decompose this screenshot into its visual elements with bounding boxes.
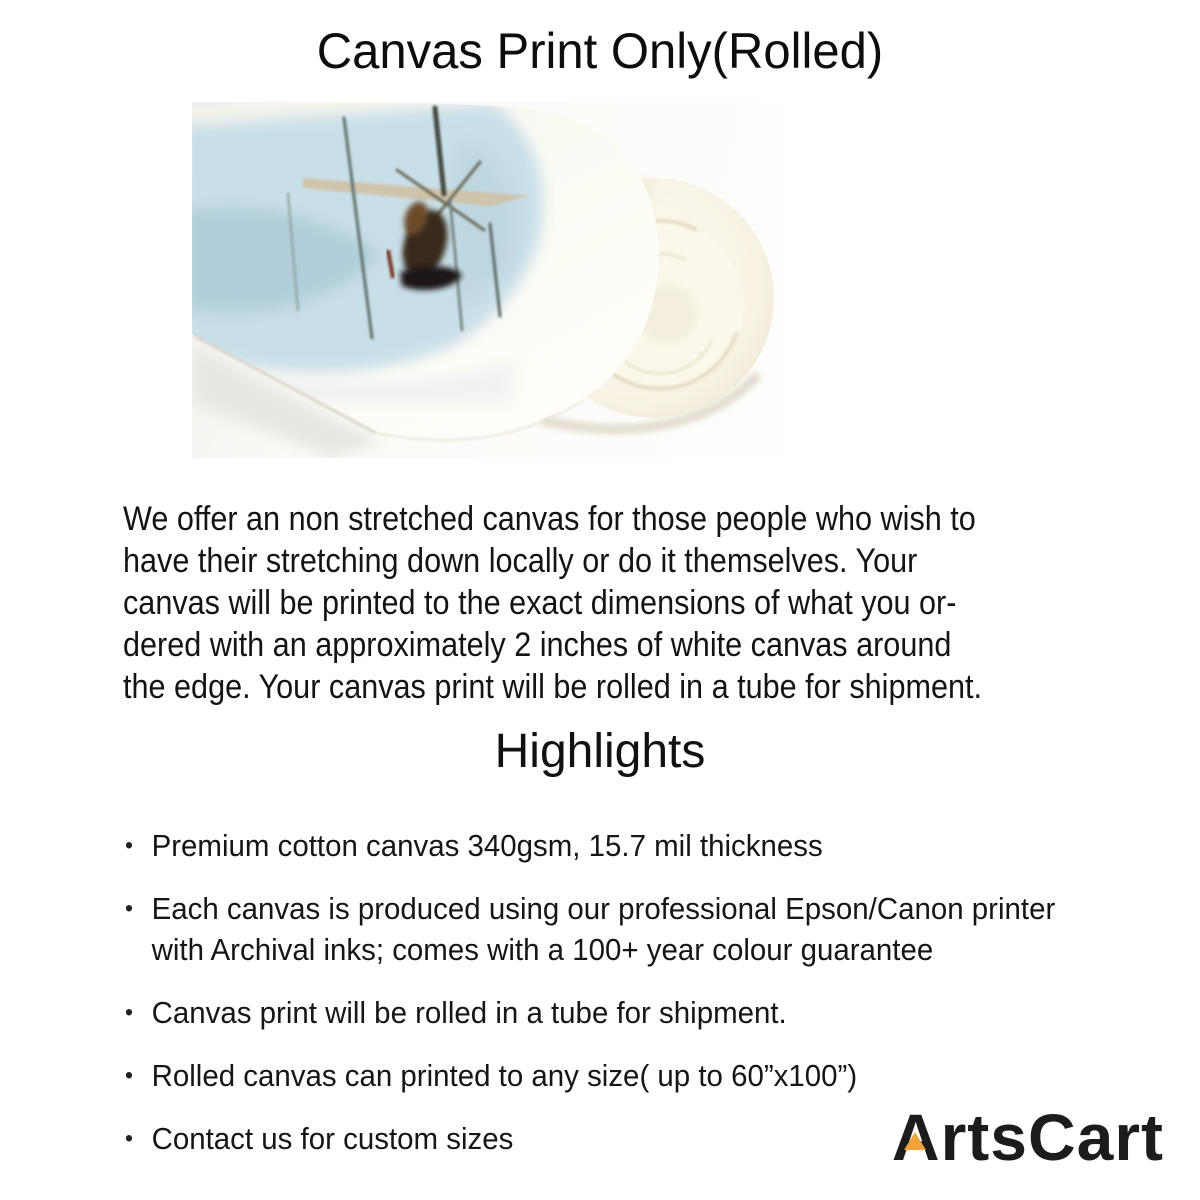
bullet-icon: •	[125, 1125, 133, 1152]
logo-text: ArtsCart	[891, 1100, 1164, 1175]
highlight-text: Premium cotton canvas 340gsm, 15.7 mil thickness	[151, 828, 823, 863]
bullet-icon: •	[125, 895, 133, 922]
highlight-text: Contact us for custom sizes	[151, 1121, 514, 1156]
highlight-text: Rolled canvas can printed to any size( up to 60”x100”)	[151, 1058, 858, 1093]
artscart-logo	[892, 1100, 1164, 1176]
bullet-icon: •	[125, 832, 133, 859]
intro-paragraph	[123, 498, 1092, 708]
highlight-item	[125, 825, 1087, 866]
bullet-icon: •	[125, 999, 133, 1026]
intro-line: We offer an non stretched canvas for those people who wish to	[123, 500, 976, 538]
highlight-item	[125, 888, 1087, 970]
highlight-text: Each canvas is produced using our professional Epson/Canon printer with Archival inks; comes with a 100+ year colour guarantee	[151, 891, 1056, 967]
page-title	[0, 0, 1200, 80]
highlight-item	[125, 1055, 1087, 1096]
intro-line: have their stretching down locally or do it themselves. Your	[123, 542, 918, 580]
highlight-text: Canvas print will be rolled in a tube for shipment.	[151, 995, 787, 1030]
intro-line: canvas will be printed to the exact dimensions of what you or-	[123, 584, 957, 622]
highlight-item	[125, 992, 1087, 1033]
page-title-text: Canvas Print Only(Rolled)	[316, 23, 884, 79]
intro-line: dered with an approximately 2 inches of white canvas around	[123, 626, 952, 664]
intro-line: the edge. Your canvas print will be rolled in a tube for shipment.	[123, 668, 983, 706]
logo-a-triangle-icon	[904, 1132, 926, 1150]
bullet-icon: •	[125, 1062, 133, 1089]
rolled-canvas-photo	[192, 102, 782, 458]
rolled-canvas-illustration	[192, 102, 782, 458]
highlights-heading: Highlights	[494, 725, 706, 778]
